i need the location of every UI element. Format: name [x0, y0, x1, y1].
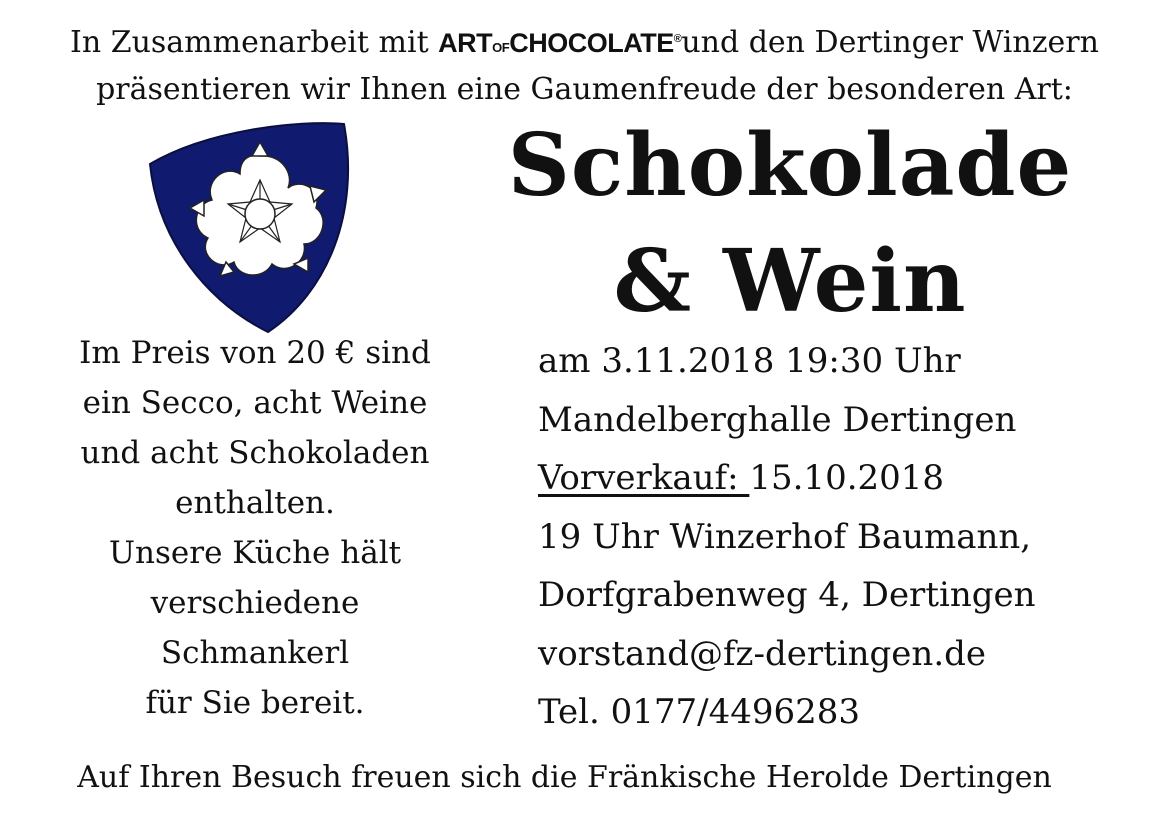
intro-line-1 — [0, 18, 1169, 69]
info-line: verschiedene — [150, 585, 360, 621]
event-venue: Mandelberghalle Dertingen — [538, 399, 1017, 440]
presale-address: Dorfgrabenweg 4, Dertingen — [538, 575, 1036, 615]
included-info — [30, 328, 480, 728]
info-line: für Sie bereit. — [145, 685, 365, 721]
footer-text: Auf Ihren Besuch freuen sich die Fränkische Herolde Dertingen — [77, 760, 1052, 795]
title-line-2: & Wein — [613, 231, 967, 332]
intro-line-2: präsentieren wir Ihnen eine Gaumenfreude der besonderen Art: — [96, 72, 1073, 107]
contact-email: vorstand@fz-dertingen.de — [538, 633, 987, 674]
info-line: enthalten. — [175, 485, 335, 521]
rose-shield-icon — [148, 122, 350, 334]
event-title — [500, 108, 1080, 340]
info-line: Schmankerl — [160, 635, 350, 671]
brand-art: ART — [438, 28, 493, 58]
presale-label: Vorverkauf: — [538, 458, 750, 498]
brand-of: OF — [492, 40, 510, 55]
info-line: Im Preis von 20 € sind — [79, 335, 431, 371]
presale-line — [538, 449, 1158, 508]
art-of-chocolate-logo — [438, 28, 681, 58]
event-details — [538, 332, 1158, 742]
info-line: und acht Schokoladen — [80, 435, 430, 471]
intro-prefix: In Zusammenarbeit mit — [70, 25, 429, 60]
presale-place: 19 Uhr Winzerhof Baumann, — [538, 516, 1032, 557]
event-date: am 3.11.2018 19:30 Uhr — [538, 341, 961, 381]
presale-date: 15.10.2018 — [749, 458, 945, 498]
info-line: Unsere Küche hält — [108, 535, 402, 571]
info-line: ein Secco, acht Weine — [82, 385, 428, 421]
brand-chocolate: CHOCOLATE — [509, 28, 674, 58]
contact-phone: Tel. 0177/4496283 — [538, 692, 861, 732]
title-line-1: Schokolade — [507, 115, 1073, 216]
brand-registered: ® — [673, 33, 682, 45]
intro-text — [0, 18, 1169, 111]
intro-suffix: und den Dertinger Winzern — [681, 25, 1099, 60]
